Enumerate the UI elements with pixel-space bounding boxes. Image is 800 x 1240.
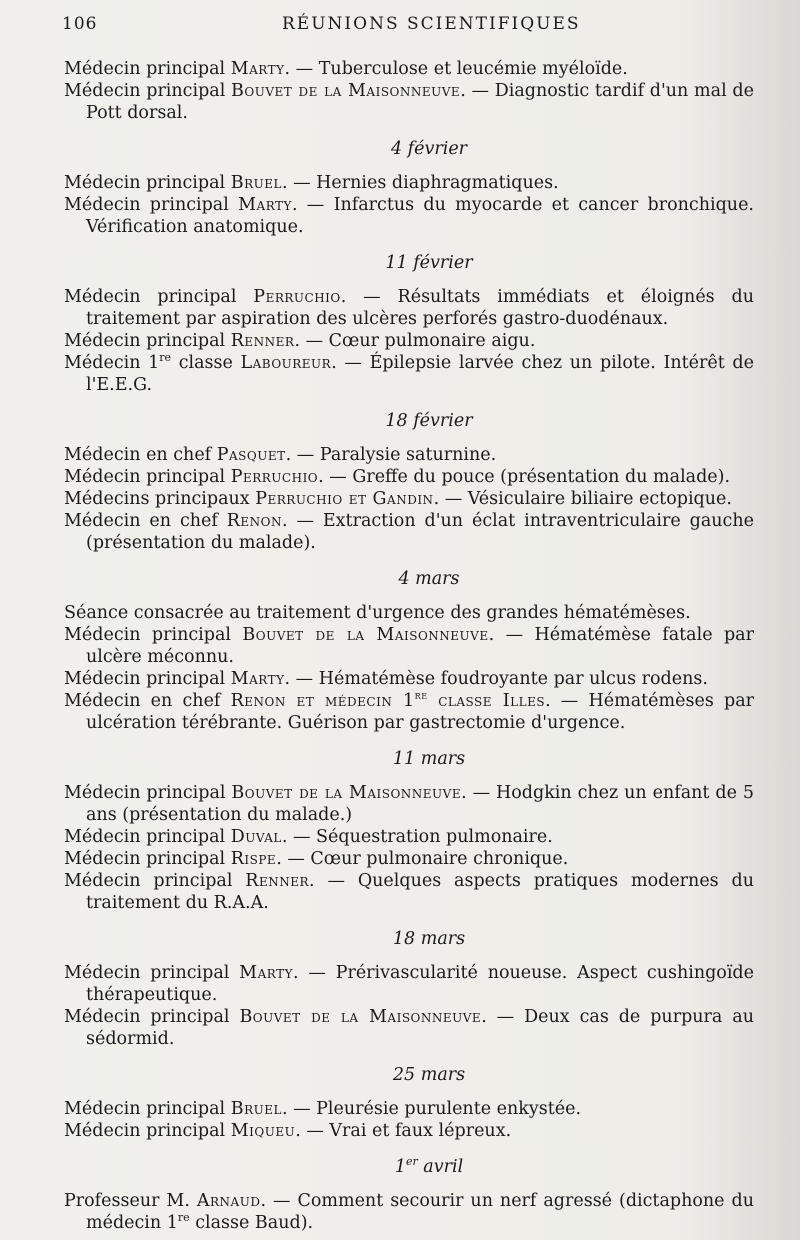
communication-title: Diagnostic tardif d'un mal de Pott dorsal. [86, 81, 754, 123]
communication-entry: Séance consacrée au traitement d'urgence des grandes hématémèses. [64, 603, 691, 623]
author-rank: Médecin principal [64, 849, 231, 869]
communication-title: Quelques aspects pratiques modernes du traitement du R.A.A. [86, 871, 754, 913]
author-rank: Médecin principal [64, 287, 254, 307]
session-date: 11 mars [392, 749, 466, 769]
author-rank: Médecin principal [64, 173, 231, 193]
author-name: Bouvet de la Maisonneuve [242, 625, 489, 645]
author-name: Bouvet de la Maisonneuve [239, 1007, 482, 1027]
communication-title: Vrai et faux lépreux. [329, 1121, 512, 1141]
communication-entry: Médecin principal Rispe. — Cœur pulmonaire chronique. [64, 849, 569, 869]
communication-entry: Médecin en chef Renon. — Extraction d'un éclat intraventriculaire gauche (présentation du malade). [64, 511, 754, 553]
author-name: Pasquet [216, 445, 286, 465]
author-name: Miqueu [230, 1121, 296, 1141]
communication-title: Épilepsie larvée chez un pilote. Intérêt de l'E.E.G. [86, 353, 754, 395]
communication-title: Résultats immédiats et éloignés du traitement par aspiration des ulcères perforés gastro-duodénaux. [86, 287, 754, 329]
communication-entry: Médecin principal Bruel. — Hernies diaphragmatiques. [64, 173, 559, 193]
author-name: Renner [245, 871, 310, 891]
author-name: Perruchio et Gandin [255, 489, 434, 509]
communication-title: Cœur pulmonaire aigu. [328, 331, 536, 351]
communication-entry: Médecin principal Bruel. — Pleurésie purulente enkystée. [64, 1099, 582, 1119]
session-date: 1er avril [394, 1155, 464, 1177]
author-rank: Médecin principal [64, 669, 231, 689]
session-date: 25 mars [392, 1065, 466, 1085]
communication-entry: Médecins principaux Perruchio et Gandin. — Vésiculaire biliaire ectopique. [64, 489, 732, 509]
communication-title: Cœur pulmonaire chronique. [310, 849, 569, 869]
communication-title: Vésiculaire biliaire ectopique. [467, 489, 732, 509]
communication-entry: Professeur M. Arnaud. — Comment secourir un nerf agressé (dictaphone du médecin 1re classe Baud). [64, 1191, 754, 1233]
communication-entry: Médecin principal Bouvet de la Maisonneuve. — Diagnostic tardif d'un mal de Pott dorsal. [64, 81, 754, 123]
author-name: Duval [230, 827, 282, 847]
communication-title: Greffe du pouce (présentation du malade). [352, 467, 731, 487]
communication-entry: Médecin en chef Pasquet. — Paralysie saturnine. [64, 445, 497, 465]
author-name: Perruchio [253, 287, 341, 307]
author-name: Perruchio [230, 467, 319, 487]
communication-title: Hodgkin chez un enfant de 5 ans (présentation du malade.) [86, 783, 754, 825]
author-name: Bruel [230, 173, 282, 193]
communication-title: Hématémèse fatale par ulcère méconnu. [86, 625, 754, 667]
communication-entry: Médecin 1re classe Laboureur. — Épilepsie larvée chez un pilote. Intérêt de l'E.E.G. [64, 351, 754, 395]
communication-entry: Médecin principal Perruchio. — Greffe du pouce (présentation du malade). [64, 467, 731, 487]
communication-title: Hématémèse foudroyante par ulcus rodens. [318, 669, 708, 689]
author-rank: Médecin principal [64, 783, 232, 803]
session-date: 18 février [385, 411, 473, 431]
communication-title: Prérivascularité noueuse. Aspect cushingoïde thérapeutique. [86, 963, 754, 1005]
communication-title: Pleurésie purulente enkystée. [316, 1099, 582, 1119]
author-rank: Médecin principal [64, 1121, 231, 1141]
communication-entry: Médecin principal Bouvet de la Maisonneuve. — Hodgkin chez un enfant de 5 ans (présentation du malade.) [64, 783, 754, 825]
communication-entry: Médecin principal Miqueu. — Vrai et faux lépreux. [64, 1121, 512, 1141]
communication-entry: Médecin principal Renner. — Cœur pulmonaire aigu. [64, 331, 536, 351]
author-name: Rispe [230, 849, 277, 869]
author-rank: Médecin principal [64, 1099, 231, 1119]
session-date: 18 mars [392, 929, 466, 949]
communication-entry: Médecin principal Marty. — Hématémèse foudroyante par ulcus rodens. [64, 669, 708, 689]
author-rank: Médecin 1re classe [64, 351, 241, 373]
author-name: Marty [239, 963, 294, 983]
running-title: RÉUNIONS SCIENTIFIQUES [282, 14, 581, 34]
author-rank: Médecin principal [64, 827, 231, 847]
communication-title: Séquestration pulmonaire. [316, 827, 553, 847]
session-date: 11 février [385, 253, 473, 273]
communication-title: Hernies diaphragmatiques. [316, 173, 559, 193]
author-rank: Médecin en chef [64, 445, 217, 465]
author-rank: Médecin principal [64, 81, 232, 101]
communication-entry: Médecin principal Renner. — Quelques aspects pratiques modernes du traitement du R.A.A. [64, 871, 754, 913]
communication-entry: Médecin principal Marty. — Prérivascularité noueuse. Aspect cushingoïde thérapeutique. [64, 963, 754, 1005]
communication-title: Paralysie saturnine. [319, 445, 497, 465]
communication-entry: Médecin principal Perruchio. — Résultats immédiats et éloignés du traitement par aspiration des ulcères perforés gastro-duodénaux. [64, 287, 754, 329]
communication-title: Infarctus du myocarde et cancer bronchique. Vérification anatomique. [86, 195, 754, 237]
author-name: Bruel [230, 1099, 282, 1119]
author-rank: Médecin principal [64, 1007, 240, 1027]
communication-entry: Médecin principal Duval. — Séquestration pulmonaire. [64, 827, 553, 847]
author-rank: Médecin principal [64, 331, 231, 351]
session-date: 4 février [390, 139, 468, 159]
author-rank: Médecin principal [64, 467, 231, 487]
communication-title: Extraction d'un éclat intraventriculaire gauche (présentation du malade). [86, 511, 754, 553]
session-date: 4 mars [398, 569, 460, 589]
author-rank: Médecin principal [64, 59, 231, 79]
author-name: Laboureur [240, 353, 332, 373]
communication-entry: Médecin principal Marty. — Tuberculose et leucémie myéloïde. [64, 59, 628, 79]
author-rank: Professeur M. [64, 1191, 197, 1211]
communication-entry: Médecin en chef Renon et médecin 1re classe Illes. — Hématémèses par ulcération térébrante. Guérison par gastrectomie d'urgence. [64, 689, 754, 733]
author-rank: Médecin principal [64, 963, 240, 983]
communication-entry: Médecin principal Marty. — Infarctus du myocarde et cancer bronchique. Vérification anatomique. [64, 195, 754, 237]
page-number: 106 [62, 14, 98, 34]
author-name: Bouvet de la Maisonneuve [231, 81, 461, 101]
author-name: Renon [226, 511, 283, 531]
author-name: Arnaud [196, 1191, 261, 1211]
author-name: Renner [230, 331, 295, 351]
communication-title: Deux cas de purpura au sédormid. [86, 1007, 754, 1049]
author-rank: Médecin principal [64, 625, 243, 645]
author-name: Marty [238, 195, 292, 215]
author-rank: Médecin en chef [64, 691, 231, 711]
author-name: Renon et médecin 1re classe Illes [230, 689, 546, 711]
author-name: Marty [230, 669, 285, 689]
author-name: Marty [230, 59, 285, 79]
communication-title: Comment secourir un nerf agressé (dictaphone du médecin 1re classe Baud). [86, 1191, 754, 1233]
author-rank: Médecin principal [64, 195, 239, 215]
communication-title: Hématémèses par ulcération térébrante. Guérison par gastrectomie d'urgence. [86, 691, 754, 733]
communication-entry: Médecin principal Bouvet de la Maisonneuve. — Deux cas de purpura au sédormid. [64, 1007, 754, 1049]
communication-entry: Médecin principal Bouvet de la Maisonneuve. — Hématémèse fatale par ulcère méconnu. [64, 625, 754, 667]
page-header [62, 14, 762, 44]
communication-title: Tuberculose et leucémie myéloïde. [318, 59, 628, 79]
author-name: Bouvet de la Maisonneuve [231, 783, 462, 803]
author-rank: Médecins principaux [64, 489, 256, 509]
meeting-list [64, 58, 754, 1234]
author-rank: Médecin en chef [64, 511, 227, 531]
author-rank: Médecin principal [64, 871, 246, 891]
